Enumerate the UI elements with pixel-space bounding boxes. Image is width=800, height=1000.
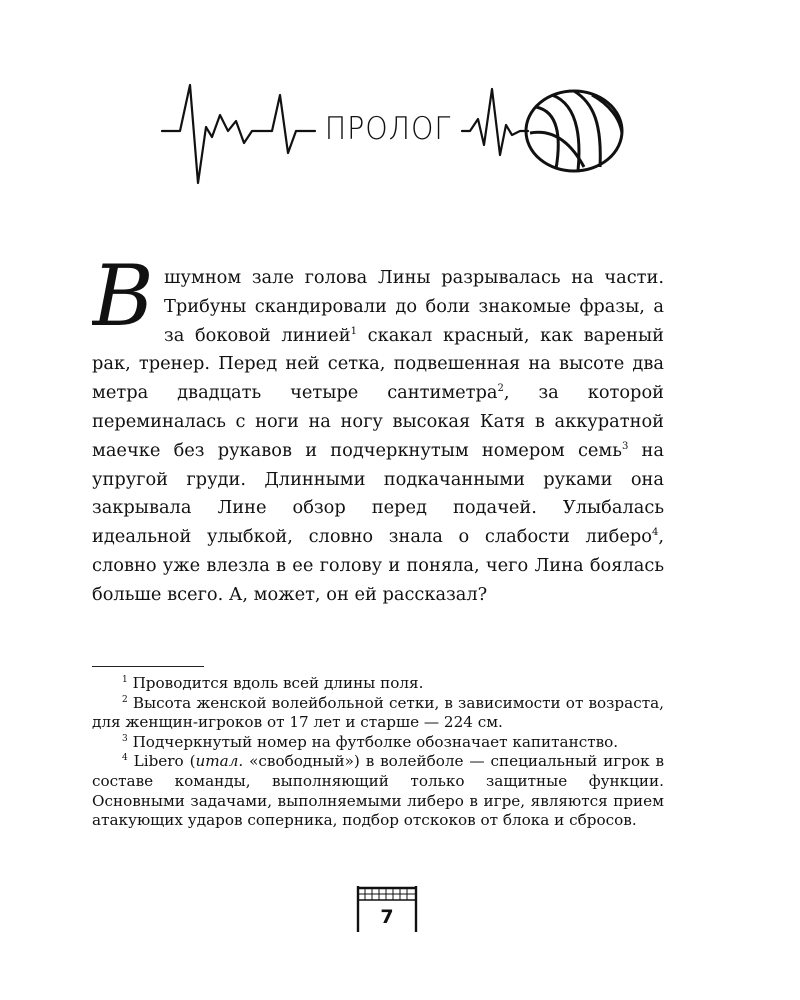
- footnote-divider: [92, 666, 204, 667]
- footnote-item: $^4$ Libero (итал. «свободный») в волейболе — специальный игрок в составе команды, выполняющий только защитные функции. Основными задачами, выполняемыми либеро в игре, являются прием атакующих ударов соперника, подбор отскоков от блока и сбросов.: [92, 752, 665, 830]
- body-text: [92, 254, 664, 610]
- footnote-item: $^2$ Высота женской волейбольной сетки, в зависимости от возраста, для женщин-игроков от 17 лет и старше — 224 см.: [92, 693, 665, 732]
- footnote-ref[interactable]: 1: [350, 325, 357, 337]
- footnote-ref[interactable]: 2: [497, 383, 504, 395]
- drop-cap: В: [92, 254, 154, 330]
- body-paragraph: В шумном зале голова Лины разрывалась на части. Трибуны скандировали до боли знакомые фразы, а за боковой линией$^1$ скакал красный, как вареный рак, тренер. Перед ней сетка, подвешенная на высоте два метра двадцать четыре сантиметра$^2$, за которой переминалась с ноги на ногу высокая Катя в аккуратной маечке без рукавов и подчеркнутым номером семь$^3$ на упругой груди. Длинными подкачанными руками она закрывала Лине обзор перед подачей. Улыбалась идеальной улыбкой, словно знала о слабости либеро$^4$, словно уже влезла в ее голову и поняла, чего Лина боялась больше всего. А, может, он ей рассказал?: [92, 254, 664, 605]
- chapter-title: ПРОЛОГ: [324, 111, 452, 147]
- footnote-item: $^1$ Проводится вдоль всей длины поля.: [122, 674, 424, 692]
- chapter-header: [150, 75, 630, 205]
- footnote-ref[interactable]: 3: [621, 440, 629, 452]
- page-number-box: [356, 884, 418, 934]
- footnote-item: $^3$ Подчеркнутый номер на футболке обозначает капитанство.: [122, 732, 619, 751]
- footnote-ref[interactable]: 4: [651, 527, 659, 539]
- volleyball-icon: [522, 81, 632, 191]
- page-number: 7: [380, 906, 394, 928]
- footnotes: [92, 674, 664, 831]
